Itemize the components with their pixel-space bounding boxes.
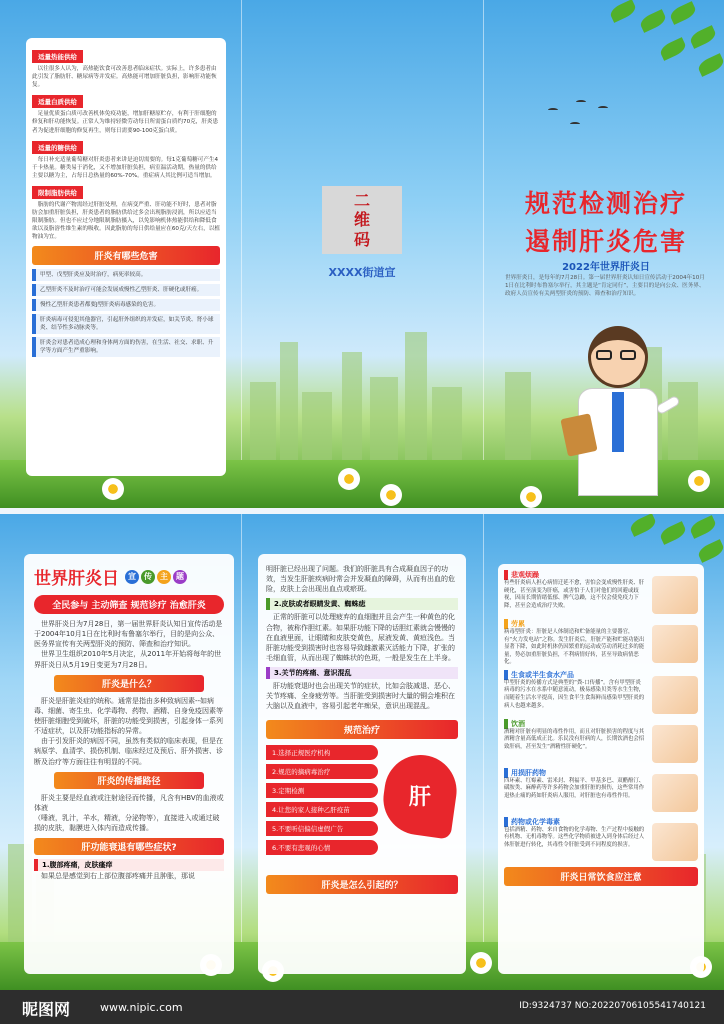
harm-item: 肝炎会对患者造成心理和身体两方面的伤害，在生活、社交、求职、升学等方面产生严重影响。: [32, 337, 220, 357]
treat-item: 2.规范的摘病毒治疗: [266, 764, 378, 779]
symptom-1-body: 如果总是感觉到右上部位腹部疼痛并且肿胀，那说: [41, 872, 195, 881]
cause-illustration: [652, 625, 698, 663]
col2-sub-2: 2.皮肤或者眼睛发黄、蜘蛛痣: [266, 598, 458, 610]
building: [250, 382, 276, 472]
nutrition-list: [32, 44, 220, 242]
daisy: [338, 468, 360, 490]
treat-item: 4.让您的家人接种乙肝疫苗: [266, 802, 378, 817]
watermark-logo: 昵图网: [22, 1000, 71, 1019]
daisy: [688, 470, 710, 492]
theme-tag-char: 题: [173, 570, 187, 584]
what-body-2: 由于引发肝炎的病因不同，虽然有类似的临床表现，但是在病原学、血清学、损伤机制、临床经过及预后、肝外损害、诊断及治疗等方面往往有明显的不同。: [34, 737, 223, 766]
col2-body-3: 肝功能衰退时也会出现关节的症状，比如会肢减退、恶心、关节疼痛、全身疲劳等。当肝脏受到损害时大量的铜会堆积在大脑以及血液中，容易引起老年痴呆，意识出现混乱。: [266, 682, 455, 711]
cause-title: 悲观烦躁: [504, 570, 646, 580]
cause-illustration: [652, 725, 698, 763]
watermark-id: ID:9324737 NO:20220706105541740121: [519, 1001, 706, 1011]
building: [280, 342, 298, 472]
symptom-title: 肝功能衰退有哪些症状?: [34, 838, 224, 855]
cause-item: [504, 768, 698, 814]
heart-family-illustration: [379, 750, 461, 839]
cause-item: [504, 719, 698, 765]
treat-item: 5.不要听信偏信虚假广告: [266, 821, 378, 836]
cover-subtitle: 2022年世界肝炎日: [562, 262, 650, 273]
nutrition-panel: [26, 38, 226, 476]
daisy: [520, 486, 542, 508]
cause-title: 用损肝药物: [504, 768, 646, 778]
nutrition-section-title: 适量的糖供给: [32, 141, 83, 154]
nutrition-section-body: 脂肪的代谢产物需经过肝脏处理，在病变严重、肝功能不好时，患者对脂肪会加重肝脏负担，肝炎患者的脂肪供给过多会出现脂肪浸润，所以应适当限制脂肪。但也不应过分地限制脂肪摄入，以免影响机体热能供给和降低食欲以及脂溶性维生素的吸收。因此脂肪的每日供给量应在60克/天左右，以植物油为宜。: [32, 201, 221, 241]
treat-area: [266, 745, 458, 871]
treat-item: 3.定期检测: [266, 783, 378, 798]
cause-title: 生食或半生食水产品: [504, 670, 646, 680]
cause-item: [504, 670, 698, 716]
day-title: 世界肝炎日: [34, 569, 119, 589]
treat-item: 6.不要有悲观的心情: [266, 840, 378, 855]
daisy: [470, 952, 492, 974]
building: [405, 332, 427, 472]
qr-code-placeholder: [322, 186, 402, 254]
cause-list: [504, 570, 698, 863]
cause-illustration: [652, 576, 698, 614]
col2-body-1: 明肝脏已经出现了问题。我们的肝脏具有合成凝血因子的功效，当发生肝脏疾病时常会并发凝血的障碍，从而有出血的危险，皮肤上会出现出血点或瘀斑。: [266, 565, 455, 594]
cause-title: 饮酒: [504, 719, 646, 729]
theme-tag-char: 传: [141, 570, 155, 584]
daisy: [102, 478, 124, 500]
route-title: 肝炎的传播路径: [54, 772, 204, 789]
treat-title: 规范治疗: [266, 720, 458, 739]
fold-line: [483, 514, 484, 990]
building: [342, 352, 362, 472]
bird: [576, 100, 586, 104]
harm-item: 甲型、戊型肝炎应及时治疗，病死率较高。: [32, 269, 220, 281]
nutrition-section-body: 足量优质蛋白质可改善机体免疫功能，增加肝糖原贮存，有利于肝细胞的修复和肝功能恢复。正常人为维持轻微劳动每日所需蛋白质约70克，肝炎患者为促进肝细胞的修复再生，则每日需要90-100克蛋白质。: [32, 111, 219, 134]
building: [370, 377, 398, 472]
symptom-1-title: 1.腹部疼痛，皮肤瘙痒: [34, 859, 224, 871]
cover-title-2: 遏制肝炎危害: [524, 227, 687, 256]
cause-body: 甲型肝炎的传播方式是典型的“粪-口传播”。含有甲型肝炎病毒的污水在水系中随意流动，极易感染贝类等水生生物，而随着生活水平提高，因生食半生食海鲜而感染甲型肝炎的病人也越来越多。: [504, 679, 645, 709]
harm-title: 肝炎有哪些危害: [32, 246, 220, 265]
heart-char: 肝: [408, 784, 432, 810]
fold-line: [241, 514, 242, 990]
cause-illustration: [652, 676, 698, 714]
route-body-2: （唾液，乳汁，羊水，精液，分泌物等），直接进入或通过破损的皮肤，黏膜进入体内而造成传播。: [34, 813, 220, 833]
theme-tag-char: 宣: [125, 570, 139, 584]
diet-title: 肝炎日常饮食应注意: [504, 867, 698, 886]
brochure-inside: [0, 514, 724, 990]
harm-item: 慢性乙型肝炎患者都要J型肝炎病毒感染的危害。: [32, 299, 220, 311]
leaves-decoration: [590, 0, 724, 80]
harm-item: 肝炎病毒可侵犯其他器官，引起肝外组织的并发症，如关节炎、肾小球炎、结节性多动脉炎等。: [32, 314, 220, 334]
theme-tag-char: 主: [157, 570, 171, 584]
qr-label: 二 维 码: [353, 191, 370, 249]
cause-body: 包括酒精、药物、来自食物的化学毒物、生产过程中接触的有机物、无机毒物等。这些化学物质被进入到身体后经过人体肝脏进行转化，其毒性令肝脏受到不同程度的损害。: [504, 826, 645, 848]
fold-line: [483, 0, 484, 508]
treat-item: 1.选择正规医疗机构: [266, 745, 378, 760]
nutrition-section-title: 适量白质供给: [32, 95, 83, 108]
doctor-illustration: [560, 326, 680, 496]
cover-title-1: 规范检测治疗: [524, 189, 687, 218]
panel-col-1: [24, 554, 234, 974]
nutrition-section-title: 限制脂肪供给: [32, 186, 83, 199]
nutrition-section-title: 适量热能供给: [32, 50, 83, 63]
harm-list: [32, 269, 220, 358]
fold-line: [241, 0, 242, 508]
col2-sub-3: 3.关节的疼痛、意识混乱: [266, 667, 458, 679]
cause-illustration: [652, 774, 698, 812]
cause-illustration: [652, 823, 698, 861]
panel-col-2: [258, 554, 466, 974]
what-body-1: 肝炎是肝脏炎症的统称。通常是指由多种致病因素--如病毒、细菌、寄生虫、化学毒物、药物、酒精、自身免疫因素等使肝脏细胞受到破坏，肝脏的功能受到损害，引起身体一系列不适症状，以及肝功能指标的异常。: [34, 696, 223, 736]
slogan: 全民参与 主动筛查 规范诊疗 治愈肝炎: [34, 595, 224, 614]
treat-list: [266, 745, 378, 859]
cause-body: 有些肝炎病人担心病情迁延不愈，害怕会变成慢性肝炎、肝硬化，甚至演变为肝癌，或害怕于人们对他们的回避或歧视，因而长期情绪低郁、脾气急躁，这不仅会使免疫力下降，甚至会造成治疗失败。: [504, 580, 645, 609]
theme-tags: [125, 570, 187, 584]
watermark-url: www.nipic.com: [100, 1001, 183, 1014]
cause-title: 药物或化学毒素: [504, 817, 646, 827]
street-name: XXXX街道宣: [328, 266, 396, 279]
intro-2: 世界卫生组织2010年5月决定，从2011年开始将每年的世界肝炎日从5月19日变更为7月28日。: [34, 650, 222, 669]
bird: [598, 106, 608, 110]
cause-item: [504, 619, 698, 667]
route-body-1: 肝炎主要是经血液或注射途径而传播，凡含有HBV的血液或体液: [34, 793, 224, 812]
brochure-outside: [0, 0, 724, 508]
nutrition-section-body: 每日补充适量葡萄糖对肝炎患者来讲是迫切需要的。每1克葡萄糖可产生4千卡热量。糖类易于消化，又不增加肝脏负担，病室温活动期，热量的供给主要以糖为主，占每日总热量的60%-70%。重症病人其比例可适当增加。: [32, 156, 219, 179]
col2-body-2: 正常的肝脏可以处理疲弃的血细胞并且会产生一种黄色的化合物，被称作胆红素。如果肝功能下降的话胆红素就会慢慢的在血液里面，让眼睛和皮肤变黄色，尿液发黄、黄疸浅色。当肝脏功能受到损害时也容易导致雌激素灭活能力下降，扩张的毛细血管，从而出现了蜘蛛状的色斑，一般是发生在上半身。: [266, 613, 455, 662]
bird: [548, 108, 558, 112]
daisy: [380, 484, 402, 506]
cause-item: [504, 817, 698, 863]
nutrition-section-body: 以往很多人认为，高热能饮食可改善患者临床症状。实际上，许多患者由此引发了脂肪肝、糖尿病等并发症。高热能可增加肝脏负担，影响肝功能恢复。: [32, 66, 217, 89]
cover-body: 世界肝炎日，是每年的7月28日。第一届世界肝炎认知日宣传活动于2004年10月1日在比利时布鲁塞尔举行，其主题是“肯定同行”，主要目的是向公众、医务界、政府人员宣传有关两型肝炎的预防、筛查和治疗知识。: [505, 275, 705, 298]
cause-title: 肝炎是怎么引起的？: [266, 875, 458, 894]
panel-col-3: [498, 564, 704, 974]
bird: [570, 122, 580, 126]
watermark-bar: [0, 990, 724, 1024]
intro-1: 世界肝炎日为7月28日，第一届世界肝炎认知日宣传活动是于2004年10月1日在比利时布鲁塞尔举行，目的是向公众、医务界宣传有关两型肝炎的预防、筛查和治疗知识。: [34, 620, 223, 649]
cause-body: 酒精对肝脏有明显的毒性作用，而且对肝脏损害的程度与其酒精含量高低成正比。乐民没有肝病的人，长期饮酒也会招致肝病，甚至发生“酒精性肝硬化”。: [504, 728, 645, 750]
harm-item: 乙型肝炎不及时治疗可能会发展成慢性乙型肝炎、肝硬化或肝癌。: [32, 284, 220, 296]
cause-title: 劳累: [504, 619, 646, 629]
cause-body: 病毒型肝炎：肝脏是人体制造和贮备能量的主要器官，有“火力发电站”之称。发生肝炎后，肝脏产能和贮能功能出显著下降，如此时机体仍因繁重的运动或劳动消耗过多的能量，势必加重肝脏负担，不利病情好转，甚至导致病情恶化。: [504, 629, 645, 666]
what-title: 肝炎是什么？: [54, 675, 204, 692]
cause-body: 四环素、红霉素、雷米封、利福平、甲基多巴、双醋酚汀、磺胺类、麻醉药等许多药物会加重肝脏的损伤，这些常用作退热止痛的药如肝炎病人服用，对肝脏也有毒性作用。: [504, 777, 645, 799]
building: [505, 372, 531, 472]
cause-item: [504, 570, 698, 616]
